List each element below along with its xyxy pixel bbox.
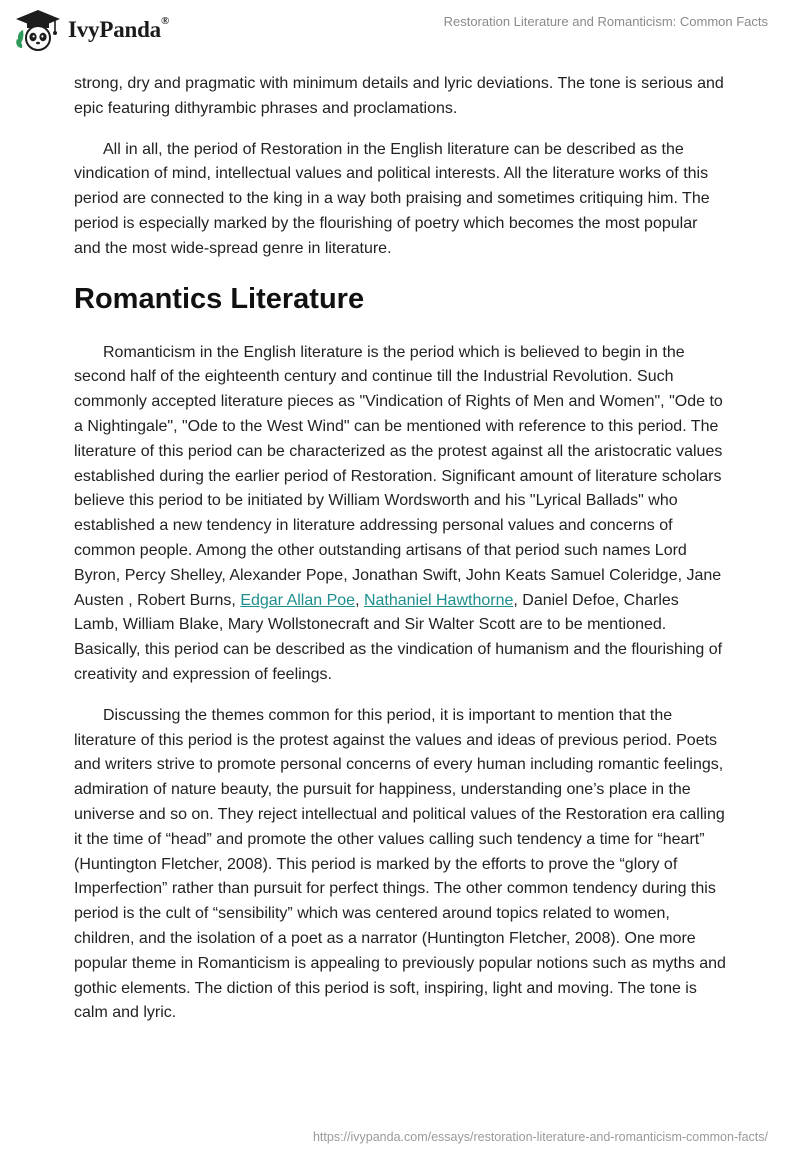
essay-body [74,72,726,1042]
paragraph-text-end: , Daniel Defoe, Charles Lamb, William Blake, Mary Wollstonecraft and Sir Walter Scott are to be mentioned. Basically, this period can be described as the vindication of humanism and the flourishing of creativity and expression of feelings. [74,591,723,683]
paragraph-text-start: Romanticism in the English literature is the period which is believed to begin in the second half of the eighteenth century and continue till the Industrial Revolution. Such commonly accepted literature pieces as "Vindication of Rights of Men and Women", "Ode to a Nightingale", "Ode to the West Wind" can be mentioned with reference to this period. The literature of this period can be characterized as the protest against all the aristocratic values established during the earlier period of Restoration. Significant amount of literature scholars believe this period to be initiated by William Wordsworth and his "Lyrical Ballads" who established a new tendency in literature addressing personal values and concerns of common people. Among the other outstanding artisans of that period such names Lord Byron, Percy Shelley, Alexander Pope, Jonathan Swift, John Keats Samuel Coleridge, Jane Austen , Robert Burns, [74,343,723,609]
section-heading: Romantics Literature [74,282,365,315]
source-url: https://ivypanda.com/essays/restoration-literature-and-romanticism-common-facts/ [312,1130,768,1144]
logo-text: IvyPanda® [68,15,170,42]
page-header [0,0,800,60]
paragraph-restoration-summary: All in all, the period of Restoration in the English literature can be described as the vindication of mind, intellectual values and political interests. All the literature works of this period are connected to the king in a way both praising and sometimes critiquing him. The period is especially marked by the flourishing of poetry which becomes the most popular and the most wide-spread genre in literature. [74,140,710,257]
link-nathaniel-hawthorne[interactable]: Nathaniel Hawthorne [363,591,514,609]
paragraph-continued: strong, dry and pragmatic with minimum details and lyric deviations. The tone is serious and epic featuring dithyrambic phrases and proclamations. [74,75,724,117]
paragraph-romanticism-themes: Discussing the themes common for this period, it is important to mention that the literature of this period is the protest against the values and ideas of previous period. Poets and writers strive to promote personal concerns of every human including romantic feelings, admiration of nature beauty, the pursuit for happiness, understanding one’s place in the universe and so on. They reject intellectual and political values of the Restoration era calling it the time of “head” and promote the other values calling such tendency a time for “heart” (Huntington Fletcher, 2008). This period is marked by the efforts to prove the “glory of Imperfection” rather than pursuit for perfect things. The other common tendency during this period is the cult of “sensibility” which was centered around topics related to women, children, and the isolation of a poet as a narrator (Huntington Fletcher, 2008). One more popular theme in Romanticism is appealing to previously popular notions such as myths and gothic elements. The diction of this period is soft, inspiring, light and moving. The tone is calm and lyric. [74,706,726,1022]
link-edgar-allan-poe[interactable]: Edgar Allan Poe [240,591,356,609]
panda-graduate-icon [14,8,62,52]
document-title: Restoration Literature and Romanticism: Common Facts [443,14,768,29]
ivypanda-logo[interactable] [14,8,169,52]
paragraph-romanticism-intro [74,341,726,688]
link-separator: , [355,591,364,609]
